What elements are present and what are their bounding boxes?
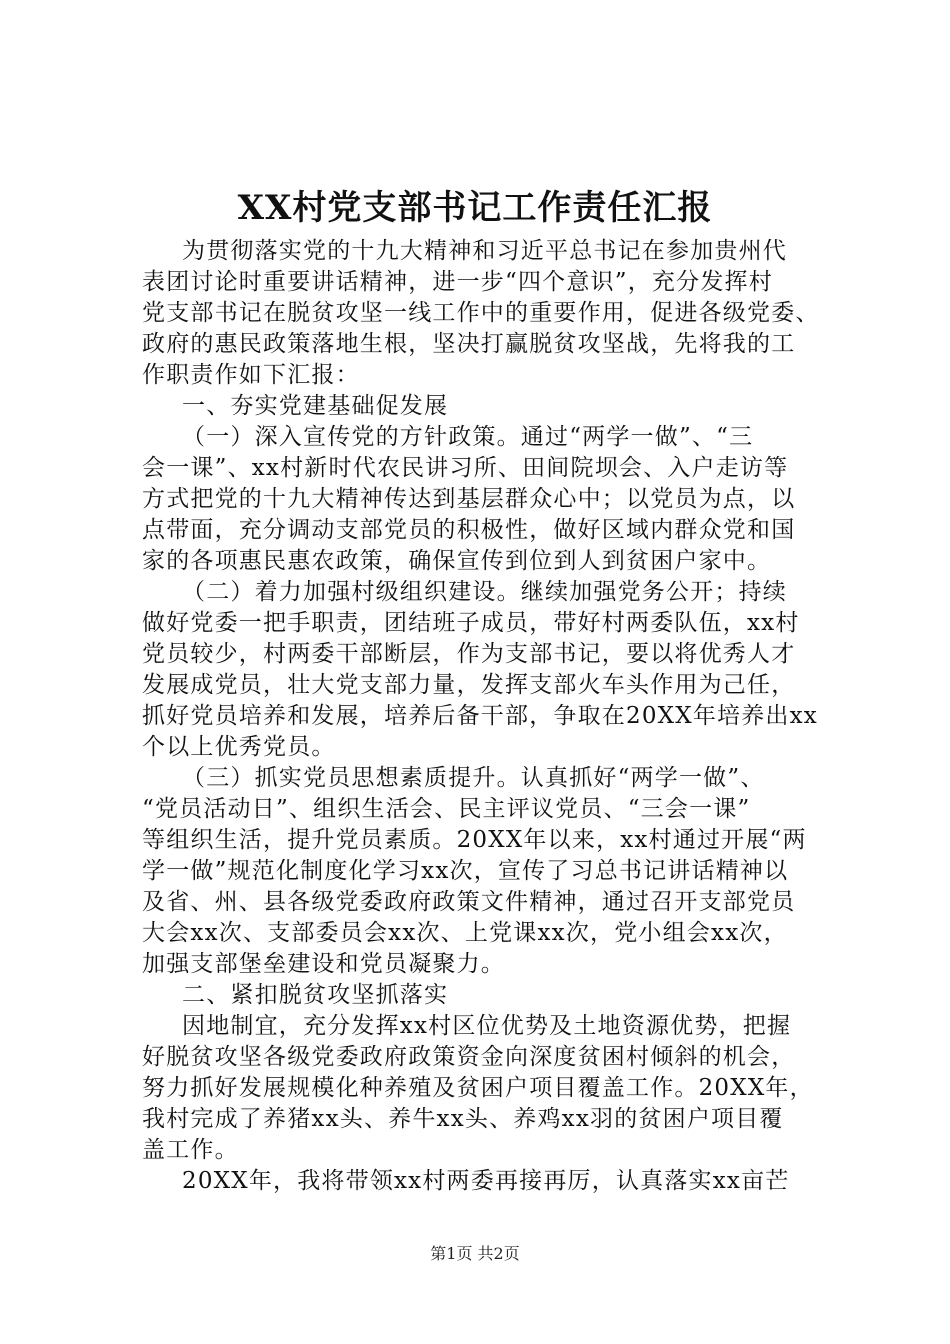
body-line: 20XX年，我将带领xx村两委再接再厉，认真落实xx亩芒 — [182, 1168, 790, 1194]
body-line: 点带面，充分调动支部党员的积极性，做好区域内群众党和国 — [142, 517, 796, 543]
body-line: 党员较少，村两委干部断层，作为支部书记，要以将优秀人才 — [142, 641, 796, 667]
body-line: （一）深入宣传党的方针政策。通过“两学一做”、“三 — [182, 424, 754, 450]
body-line: 二、紧扣脱贫攻坚抓落实 — [182, 982, 449, 1008]
body-line: 等组织生活，提升党员素质。20XX年以来，xx村通过开展“两 — [142, 827, 807, 853]
body-line: 好脱贫攻坚各级党委政府政策资金向深度贫困村倾斜的机会， — [142, 1044, 796, 1070]
document-body — [142, 236, 842, 1197]
body-line: 党支部书记在脱贫攻坚一线工作中的重要作用，促进各级党委、 — [142, 300, 820, 326]
body-line: 家的各项惠民惠农政策，确保宣传到位到人到贫困户家中。 — [142, 548, 772, 574]
body-line: （二）着力加强村级组织建设。继续加强党务公开；持续 — [182, 579, 787, 605]
page-footer: 第1页 共2页 — [430, 1244, 520, 1263]
body-line: 个以上优秀党员。 — [142, 734, 336, 760]
body-line: 盖工作。 — [142, 1137, 239, 1163]
body-line: 学一做”规范化制度化学习xx次，宣传了习总书记讲话精神以 — [142, 858, 789, 884]
body-line: 因地制宜，充分发挥xx村区位优势及土地资源优势，把握 — [182, 1013, 792, 1039]
body-line: （三）抓实党员思想素质提升。认真抓好“两学一做”、 — [182, 765, 765, 791]
body-line: 加强支部堡垒建设和党员凝聚力。 — [142, 951, 505, 977]
body-line: 表团讨论时重要讲话精神，进一步“四个意识”，充分发挥村 — [142, 269, 773, 295]
body-line: 及省、州、县各级党委政府政策文件精神，通过召开支部党员 — [142, 889, 796, 915]
document-title: XX村党支部书记工作责任汇报 — [237, 188, 713, 228]
body-line: “党员活动日”、组织生活会、民主评议党员、“三会一课” — [142, 796, 751, 822]
body-line: 努力抓好发展规模化种养殖及贫困户项目覆盖工作。20XX年， — [142, 1075, 814, 1101]
body-line: 我村完成了养猪xx头、养牛xx头、养鸡xx羽的贫困户项目覆 — [142, 1106, 784, 1132]
body-line: 大会xx次、支部委员会xx次、上党课xx次，党小组会xx次， — [142, 920, 788, 946]
body-line: 政府的惠民政策落地生根，坚决打赢脱贫攻坚战，先将我的工 — [142, 331, 796, 357]
body-line: 一、夯实党建基础促发展 — [182, 393, 449, 419]
body-line: 方式把党的十九大精神传达到基层群众心中；以党员为点，以 — [142, 486, 796, 512]
body-line: 为贯彻落实党的十九大精神和习近平总书记在参加贵州代 — [182, 238, 787, 264]
body-line: 做好党委一把手职责，团结班子成员，带好村两委队伍，xx村 — [142, 610, 800, 636]
body-line: 会一课”、xx村新时代农民讲习所、田间院坝会、入户走访等 — [142, 455, 789, 481]
body-line: 作职责作如下汇报： — [142, 362, 360, 388]
body-line: 发展成党员，壮大党支部力量，发挥支部火车头作用为己任， — [142, 672, 796, 698]
body-line: 抓好党员培养和发展，培养后备干部，争取在20XX年培养出xx — [142, 703, 818, 729]
